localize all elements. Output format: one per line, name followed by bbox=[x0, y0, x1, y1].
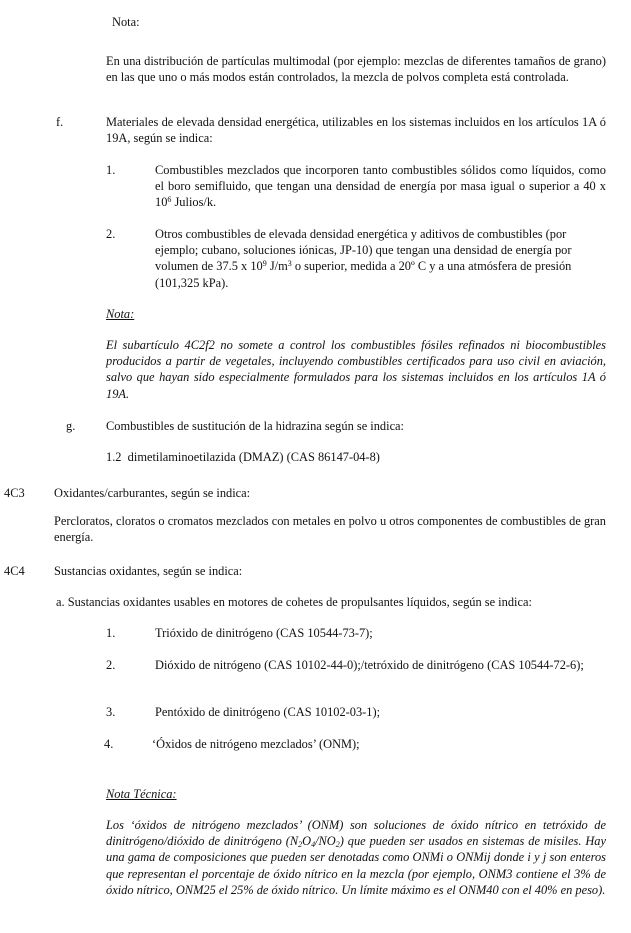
section-4c3-title: Oxidantes/carburantes, según se indica: bbox=[54, 486, 251, 500]
nota-tecnica-text bbox=[106, 817, 606, 898]
item-f2-text-c: o superior, medida a 20º C y a una atmósfera de presión (101,325 kPa). bbox=[155, 259, 572, 290]
section-4c4-a: a. Sustancias oxidantes usables en motores de cohetes de propulsantes líquidos, según se indica: bbox=[56, 595, 532, 609]
nota-label: Nota: bbox=[112, 15, 140, 29]
item-f2-text bbox=[155, 226, 606, 291]
subscript: 2 bbox=[335, 840, 340, 850]
list-item-text: Pentóxido de dinitrógeno (CAS 10102-03-1); bbox=[155, 705, 381, 719]
item-f2-text-b: J/m bbox=[266, 259, 288, 274]
item-f1-text bbox=[155, 162, 606, 211]
nota-f-text: El subartículo 4C2f2 no somete a control los combustibles fósiles refinados ni biocombustibles producidos a partir de vegetales, incluyendo combustibles certificados para uso civil en aviación, salvo que hayan sido especialmente formulados para los sistemas incluidos en los artículos 1A ó 19A. bbox=[106, 338, 606, 401]
item-f2-exponent-2: 3 bbox=[287, 259, 292, 269]
list-item-marker: 2. bbox=[106, 658, 116, 672]
list-item-marker: 3. bbox=[106, 705, 116, 719]
list-item-text: Dióxido de nitrógeno (CAS 10102-44-0);/tetróxido de dinitrógeno (CAS 10544-72-6); bbox=[155, 658, 584, 672]
section-4c4-code: 4C4 bbox=[4, 564, 25, 578]
item-f1-marker: 1. bbox=[106, 163, 116, 177]
nota-tecnica-text-b: O bbox=[302, 834, 312, 849]
subscript: 2 bbox=[298, 840, 303, 850]
item-g-text: Combustibles de sustitución de la hidrazina según se indica: bbox=[106, 419, 405, 433]
item-f2-marker: 2. bbox=[106, 227, 116, 241]
item-f2-exponent-1: 9 bbox=[262, 259, 267, 269]
section-4c3-text: Percloratos, cloratos o cromatos mezclados con metales en polvo u otros componentes de combustibles de gran energía. bbox=[54, 514, 606, 545]
list-item-text: ‘Óxidos de nitrógeno mezclados’ (ONM); bbox=[152, 737, 360, 751]
section-4c3-code: 4C3 bbox=[4, 486, 25, 500]
list-item-marker: 4. bbox=[104, 737, 114, 751]
nota-text: En una distribución de partículas multimodal (por ejemplo: mezclas de diferentes tamaños de grano) en las que uno o más modos están controlados, la mezcla de polvos completa está controlada. bbox=[106, 54, 606, 85]
nota-tecnica-text-c: /NO bbox=[315, 834, 336, 849]
list-item-marker: 1. bbox=[106, 626, 116, 640]
nota-tecnica-text-a: Los ‘óxidos de nitrógeno mezclados’ (ONM) son soluciones de óxido nítrico en tetróxido de dinitrógeno/dióxido de dinitrógeno (N bbox=[106, 818, 606, 849]
item-f1-text-b: Julios/k. bbox=[171, 195, 217, 210]
section-4c4-title: Sustancias oxidantes, según se indica: bbox=[54, 564, 243, 578]
item-f-text: Materiales de elevada densidad energética, utilizables en los sistemas incluidos en los artículos 1A ó 19A, según se indica: bbox=[106, 115, 606, 146]
nota-tecnica-text-d: ) que pueden ser usados en sistemas de misiles. Hay una gama de composiciones que pueden ser denotadas como ONMi o ONMij donde i y j son enteros que representan el porcentaje de óxido nítrico en la mezcla (por ejemplo, ONM3 contiene el 3% de óxido nítrico, ONM25 el 25% de óxido nítrico. Un límite máximo es el ONM40 con el 40% en peso). bbox=[106, 834, 606, 897]
item-f1-text-a: Combustibles mezclados que incorporen tanto combustibles sólidos como líquidos, como el boro semifluido, que tengan una densidad de energía por masa igual o superior a 40 x 10 bbox=[155, 163, 606, 210]
item-f2-text-a: Otros combustibles de elevada densidad energética y aditivos de combustibles (por ejemplo; cubano, soluciones iónicas, JP-10) que tengan una densidad de energía por volumen de 37.5 x 10 bbox=[155, 227, 572, 274]
nota-tecnica-label: Nota Técnica: bbox=[106, 787, 177, 801]
subscript: 4 bbox=[311, 840, 316, 850]
item-g-marker: g. bbox=[66, 419, 76, 433]
item-g-sub: 1.2 dimetilaminoetilazida (DMAZ) (CAS 86147-04-8) bbox=[106, 450, 380, 464]
item-f1-exponent: 6 bbox=[167, 195, 172, 205]
nota-f-label: Nota: bbox=[106, 307, 135, 321]
list-item-text: Trióxido de dinitrógeno (CAS 10544-73-7); bbox=[155, 626, 373, 640]
item-f-marker: f. bbox=[56, 115, 64, 129]
